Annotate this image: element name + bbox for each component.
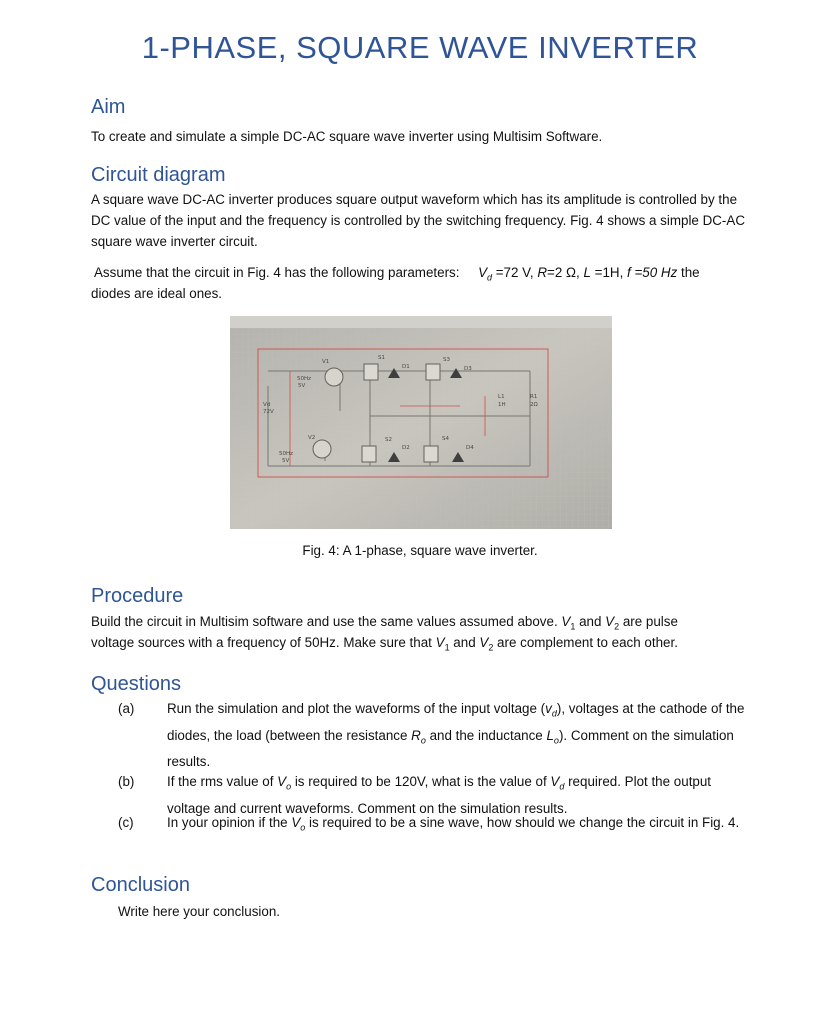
- question-c-label: (c): [118, 815, 134, 830]
- qa-ro-sub: o: [420, 735, 426, 746]
- param-f-symbol: f: [627, 265, 631, 280]
- param-suffix: the: [677, 265, 700, 280]
- questions-heading: Questions: [91, 673, 182, 695]
- qb-t2: is required to be 120V, what is the value of: [291, 774, 551, 789]
- label-hz1: 50Hz: [297, 376, 312, 382]
- procedure-v2-sub: 2: [614, 621, 620, 632]
- label-vd: Vd: [263, 402, 271, 408]
- label-s3: S3: [443, 357, 450, 363]
- procedure-v2b: V: [479, 635, 489, 650]
- assume-prefix: Assume that the circuit in Fig. 4 has the following parameters:: [94, 265, 460, 280]
- label-s2: S2: [385, 437, 392, 443]
- label-s1: S1: [378, 355, 385, 361]
- circuit-diagram: [230, 316, 612, 529]
- qa-lo: L: [546, 727, 554, 743]
- qb-vd-sub: d: [559, 781, 565, 792]
- qb-t3: required. Plot the output voltage and current waveforms. Comment on the simulation results.: [167, 774, 712, 816]
- qa-t4: ). Comment on the simulation results.: [167, 727, 734, 770]
- label-d2: D2: [402, 445, 410, 451]
- qc-t1: In your opinion if the: [167, 815, 292, 830]
- procedure-v1: V: [561, 614, 571, 629]
- label-l1: L1: [498, 394, 505, 400]
- page-title: 1-PHASE, SQUARE WAVE INVERTER: [141, 30, 699, 65]
- question-b-label: (b): [118, 774, 135, 789]
- qb-t1: If the rms value of: [167, 774, 278, 789]
- qc-t2: is required to be a sine wave, how should we change the circuit in Fig. 4.: [305, 815, 740, 830]
- conclusion-heading: Conclusion: [91, 874, 190, 896]
- figure-caption: Fig. 4: A 1-phase, square wave inverter.: [302, 543, 538, 558]
- label-d1: D1: [402, 364, 410, 370]
- procedure-text-1a: Build the circuit in Multisim software and use the same values assumed above.: [91, 614, 562, 629]
- circuit-heading: Circuit diagram: [91, 164, 226, 186]
- qa-vd: v: [545, 701, 552, 716]
- aim-text: To create and simulate a simple DC-AC square wave inverter using Multisim Software.: [91, 129, 603, 144]
- label-72v: 72V: [263, 409, 274, 415]
- qa-t2: ), voltages at the cathode of the diodes, the load (between the resistance: [167, 701, 745, 743]
- procedure-text-2b: are complement to each other.: [493, 635, 678, 650]
- label-5v-b: 5V: [282, 458, 290, 464]
- param-l-value: =1H,: [590, 265, 628, 280]
- qa-t3: and the inductance: [425, 727, 547, 743]
- label-v2: V2: [308, 435, 316, 441]
- aim-heading: Aim: [91, 96, 126, 118]
- procedure-v1b-sub: 1: [444, 642, 450, 653]
- question-a-label: (a): [118, 701, 135, 716]
- procedure-line2: [91, 632, 791, 659]
- label-v1: V1: [322, 359, 330, 365]
- qc-vo: V: [291, 815, 301, 830]
- qa-lo-sub: o: [553, 735, 559, 746]
- procedure-v1-sub: 1: [570, 621, 576, 632]
- procedure-and-1: and: [575, 614, 606, 629]
- question-a-text: [167, 698, 757, 772]
- param-vd-symbol: V: [478, 265, 487, 280]
- qc-vo-sub: o: [300, 822, 306, 833]
- procedure-heading: Procedure: [91, 585, 184, 607]
- label-s4: S4: [442, 436, 449, 442]
- label-l1-value: 1H: [498, 402, 506, 408]
- param-r-symbol: R: [537, 265, 547, 280]
- procedure-and-2: and: [449, 635, 480, 650]
- qb-vd: V: [550, 774, 560, 789]
- qb-vo-sub: o: [286, 781, 292, 792]
- procedure-v2: V: [605, 614, 615, 629]
- label-r1-value: 2Ω: [530, 402, 538, 408]
- param-vd-value: =72 V,: [492, 265, 538, 280]
- label-hz2: 50Hz: [279, 451, 294, 457]
- assume-line2: diodes are ideal ones.: [91, 286, 223, 301]
- label-d3: D3: [464, 366, 472, 372]
- qa-t1: Run the simulation and plot the waveforms of the input voltage (: [167, 701, 546, 716]
- param-r-value: =2 Ω,: [547, 265, 584, 280]
- procedure-text-1b: are pulse: [619, 614, 678, 629]
- param-vd-sub: d: [487, 272, 493, 283]
- conclusion-text: Write here your conclusion.: [118, 904, 281, 919]
- question-c-text: [167, 812, 757, 839]
- param-l-symbol: L: [583, 265, 591, 280]
- label-5v-a: 5V: [298, 383, 306, 389]
- qa-vd-sub: d: [551, 708, 557, 719]
- qa-ro: R: [411, 727, 421, 743]
- label-d4: D4: [466, 445, 474, 451]
- procedure-v1b: V: [435, 635, 445, 650]
- circuit-photo: [230, 316, 612, 529]
- procedure-v2b-sub: 2: [488, 642, 494, 653]
- procedure-text-2a: voltage sources with a frequency of 50Hz. Make sure that: [91, 635, 436, 650]
- circuit-paragraph: A square wave DC-AC inverter produces square output waveform which has its amplitude is controlled by the DC value of the input and the frequency is controlled by the switching frequency. Fig. 4 shows a simple DC-AC square wave inverter circuit.: [91, 192, 745, 249]
- label-r1: R1: [530, 394, 538, 400]
- qb-vo: V: [277, 774, 287, 789]
- param-f-value: =50 Hz: [630, 265, 678, 280]
